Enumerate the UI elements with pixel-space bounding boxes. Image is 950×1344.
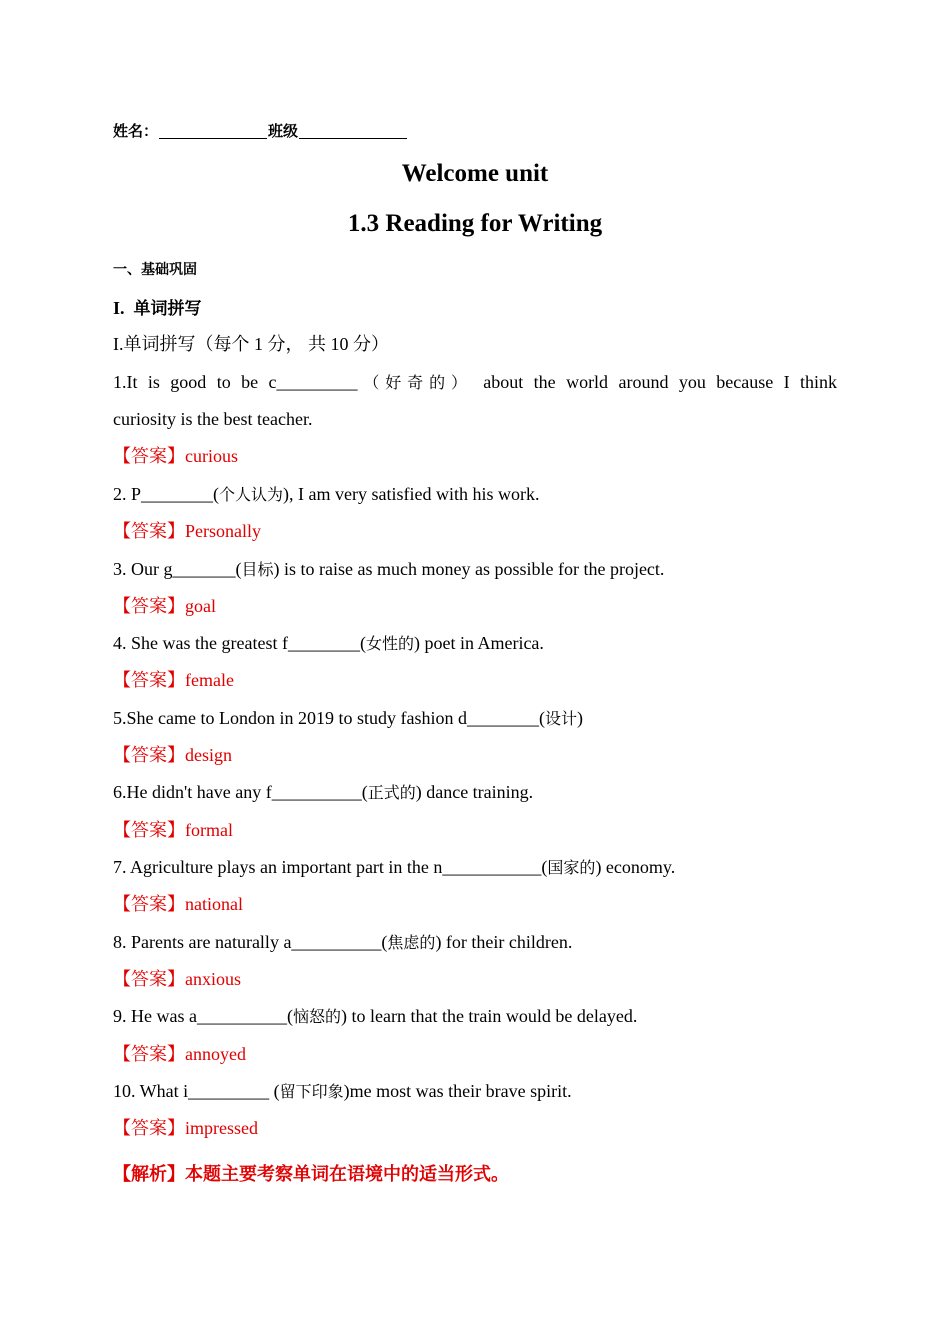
answer-5: 【答案】design	[113, 745, 232, 765]
answer-6: 【答案】formal	[113, 820, 233, 840]
page-subtitle: 1.3 Reading for Writing	[347, 210, 603, 237]
answer-7: 【答案】national	[113, 894, 243, 914]
question-6: 6.He didn't have any f__________(正式的) dance training.	[113, 782, 534, 802]
page-title: Welcome unit	[401, 160, 549, 187]
name-blank[interactable]	[159, 122, 267, 139]
question-4: 4. She was the greatest f________(女性的) poet in America.	[113, 633, 544, 653]
instruction-text: I.单词拼写（每个 1 分， 共 10 分）	[113, 334, 389, 354]
answer-4: 【答案】female	[113, 670, 234, 690]
answer-3: 【答案】goal	[113, 596, 216, 616]
question-1-line-2: curiosity is the best teacher.	[113, 409, 313, 429]
name-class-line	[113, 120, 408, 141]
part-label: 单词拼写	[133, 299, 202, 319]
class-label: 班级	[268, 122, 299, 140]
analysis-note: 【解析】本题主要考察单词在语境中的适当形式。	[113, 1164, 509, 1185]
question-8: 8. Parents are naturally a__________(焦虑的) for their children.	[113, 932, 573, 952]
answer-9: 【答案】annoyed	[113, 1044, 246, 1064]
answer-10: 【答案】impressed	[113, 1118, 258, 1138]
question-7: 7. Agriculture plays an important part in the n___________(国家的) economy.	[113, 857, 676, 877]
instruction	[113, 332, 837, 356]
answer-2: 【答案】Personally	[113, 521, 261, 541]
question-2: 2. P________(个人认为), I am very satisfied with his work.	[113, 484, 540, 504]
question-10: 10. What i_________ (留下印象)me most was their brave spirit.	[113, 1081, 572, 1101]
answer-1: 【答案】curious	[113, 446, 238, 466]
part-heading	[113, 294, 202, 319]
answer-8: 【答案】anxious	[113, 969, 241, 989]
part-number: I.	[113, 298, 125, 318]
question-9: 9. He was a__________(恼怒的) to learn that the train would be delayed.	[113, 1006, 638, 1026]
question-3: 3. Our g_______(目标) is to raise as much money as possible for the project.	[113, 559, 665, 579]
question-5: 5.She came to London in 2019 to study fashion d________(设计)	[113, 708, 583, 728]
section-heading: 一、基础巩固	[113, 262, 197, 278]
question-1-line-1: 1.It is good to be c_________（好奇的） about the world around you because I think	[113, 372, 837, 392]
class-blank[interactable]	[299, 122, 407, 139]
name-label: 姓名：	[113, 122, 159, 140]
